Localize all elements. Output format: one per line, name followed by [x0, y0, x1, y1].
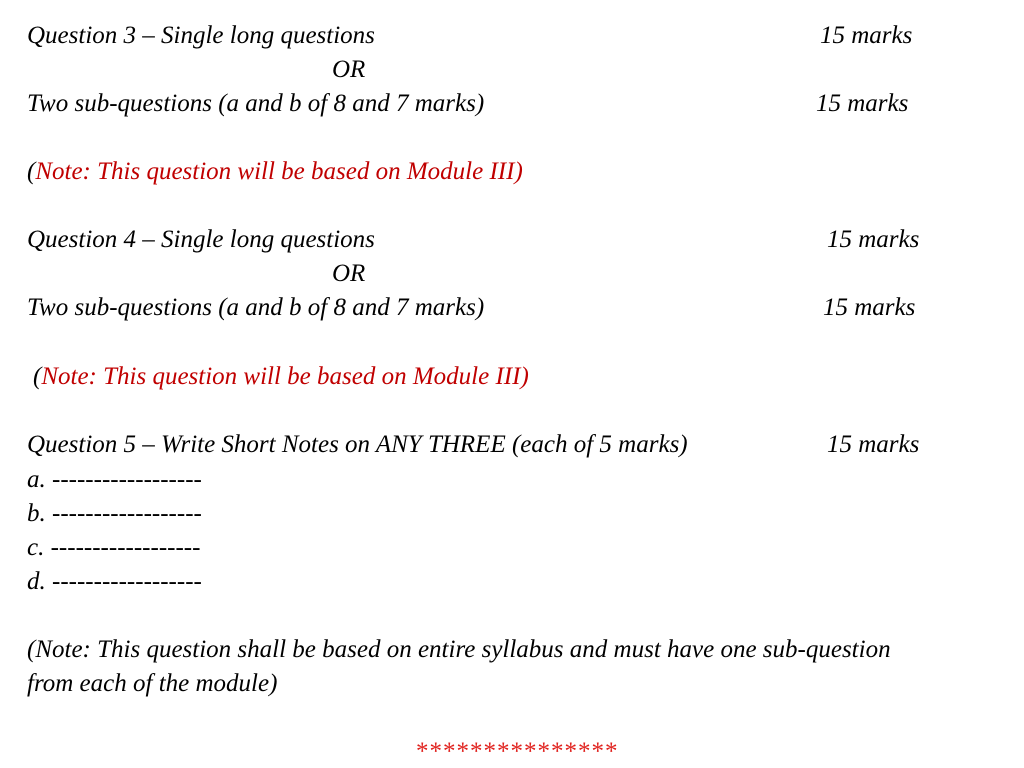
q4-note-close: ) [520, 363, 529, 390]
q5-item-a: a. ------------------ [27, 466, 202, 493]
q5-marks: 15 marks [827, 431, 920, 458]
q4-title: Question 4 – Single long questions [27, 226, 375, 253]
q4-alt-marks: 15 marks [823, 294, 916, 321]
q5-note-line1: (Note: This question shall be based on entire syllabus and must have one sub-question [27, 636, 891, 663]
q4-marks: 15 marks [827, 226, 920, 253]
q4-note [33, 362, 529, 392]
q3-note [27, 157, 523, 187]
q3-note-close: ) [514, 158, 523, 185]
q3-note-text: Note: This question will be based on Module III [35, 158, 515, 185]
q3-alt-marks: 15 marks [816, 90, 909, 117]
q3-marks: 15 marks [820, 22, 913, 49]
q5-item-d: d. ------------------ [27, 568, 202, 595]
q4-alt: Two sub-questions (a and b of 8 and 7 marks) [27, 294, 485, 321]
q5-note-line2: from each of the module) [27, 670, 278, 697]
q5-item-c: c. ------------------ [27, 534, 201, 561]
q3-or: OR [332, 56, 366, 83]
q3-title: Question 3 – Single long questions [27, 22, 375, 49]
q4-or: OR [332, 260, 366, 287]
q3-alt: Two sub-questions (a and b of 8 and 7 marks) [27, 90, 485, 117]
end-marker: *************** [416, 738, 619, 765]
q5-item-b: b. ------------------ [27, 500, 202, 527]
q3-note-open: ( [27, 158, 36, 185]
q4-note-open: ( [33, 363, 42, 390]
q4-note-text: Note: This question will be based on Module III [41, 363, 521, 390]
q5-title: Question 5 – Write Short Notes on ANY THREE (each of 5 marks) [27, 431, 688, 458]
